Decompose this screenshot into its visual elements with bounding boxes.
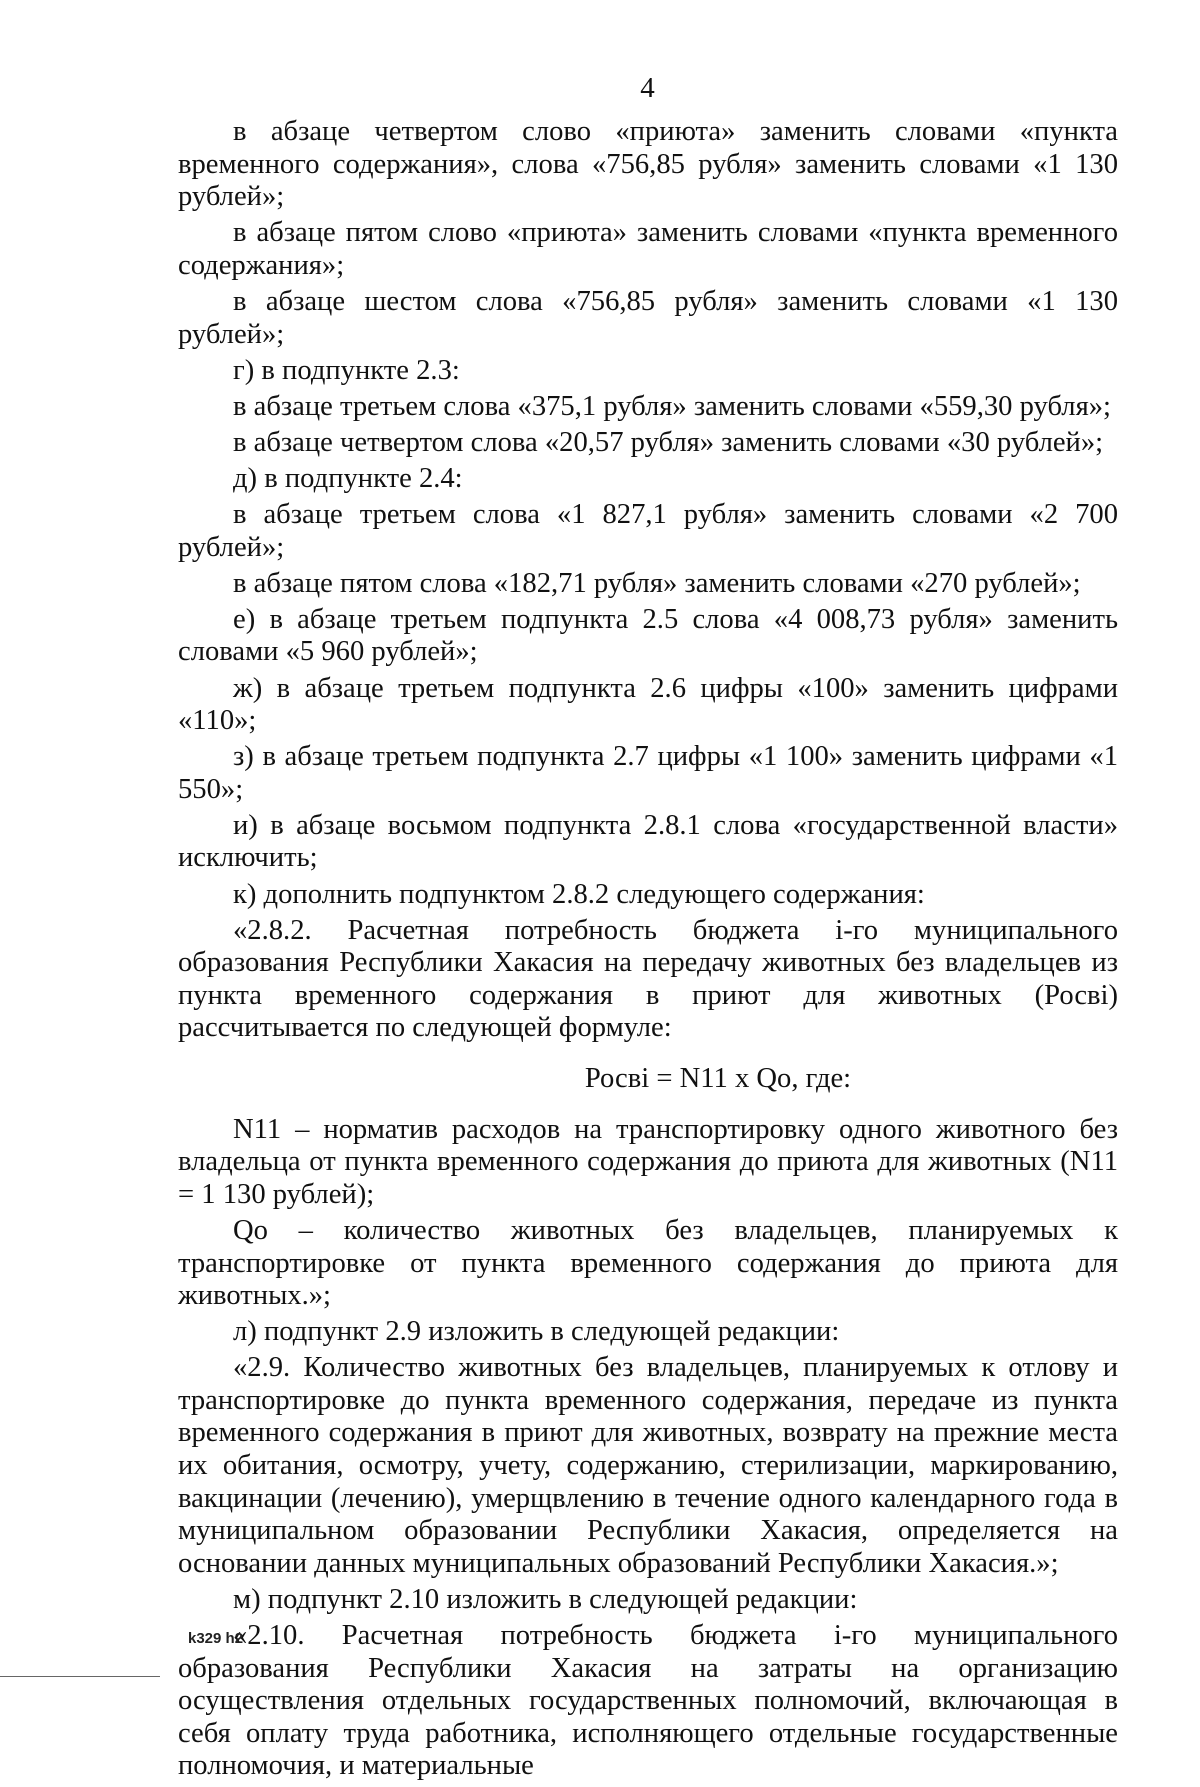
paragraph: Qо – количество животных без владельцев, планируемых к транспортировке от пункта временного содержания до приюта для животных.»;: [178, 1214, 1118, 1312]
paragraph: «2.9. Количество животных без владельцев, планируемых к отлову и транспортировке до пункта временного содержания, передаче из пункта временного содержания в приют для животных, возврату на прежние места их обитания, осмотру, учету, содержанию, стерилизации, маркированию, вакцинации (лечению), умерщвлению в течение одного календарного года в муниципальном образовании Республики Хакасия, определяется на основании данных муниципальных образований Республики Хакасия.»;: [178, 1352, 1118, 1579]
paragraph: г) в подпункте 2.3:: [233, 354, 460, 386]
scan-edge-line: [0, 1676, 160, 1677]
footer-document-code: k329 h2: [188, 1630, 244, 1647]
paragraph: д) в подпункте 2.4:: [233, 462, 463, 494]
paragraph: в абзаце пятом слово «приюта» заменить словами «пункта временного содержания»;: [178, 217, 1118, 281]
paragraph: ж) в абзаце третьем подпункта 2.6 цифры «100» заменить цифрами «110»;: [178, 672, 1118, 737]
document-body: [178, 116, 1118, 1787]
paragraph: и) в абзаце восьмом подпункта 2.8.1 слова «государственной власти» исключить;: [178, 809, 1118, 874]
paragraph: в абзаце шестом слова «756,85 рубля» заменить словами «1 130 рублей»;: [178, 285, 1118, 350]
paragraph: в абзаце четвертом слова «20,57 рубля» заменить словами «30 рублей»;: [233, 426, 1104, 458]
paragraph: к) дополнить подпунктом 2.8.2 следующего содержания:: [233, 878, 925, 910]
paragraph: е) в абзаце третьем подпункта 2.5 слова «4 008,73 рубля» заменить словами «5 960 рублей»;: [178, 603, 1118, 668]
paragraph: N11 – норматив расходов на транспортировку одного животного без владельца от пункта временного содержания до приюта для животных (N11 = 1 130 рублей);: [178, 1113, 1118, 1210]
paragraph: «2.8.2. Расчетная потребность бюджета i-го муниципального образования Республики Хакасия на передачу животных без владельцев из пункта временного содержания в приют для животных (Росвi) рассчитывается по следующей формуле:: [178, 914, 1118, 1044]
page-number: 4: [640, 72, 655, 104]
formula: Росвi = N11 x Qо, где:: [584, 1063, 852, 1095]
paragraph: в абзаце четвертом слово «приюта» заменить словами «пункта временного содержания», слова «756,85 рубля» заменить словами «1 130 рублей»;: [178, 116, 1118, 213]
paragraph: «2.10. Расчетная потребность бюджета i-го муниципального образования Республики Хакасия на затраты на организацию осуществления отдельных государственных полномочий, включающая в себя оплату труда работника, исполняющего отдельные государственные полномочия, и материальные: [178, 1620, 1118, 1782]
paragraph: в абзаце третьем слова «1 827,1 рубля» заменить словами «2 700 рублей»;: [178, 499, 1118, 563]
paragraph: м) подпункт 2.10 изложить в следующей редакции:: [233, 1583, 858, 1615]
paragraph: з) в абзаце третьем подпункта 2.7 цифры «1 100» заменить цифрами «1 550»;: [178, 741, 1118, 805]
paragraph: в абзаце пятом слова «182,71 рубля» заменить словами «270 рублей»;: [233, 567, 1081, 599]
paragraph: в абзаце третьем слова «375,1 рубля» заменить словами «559,30 рубля»;: [233, 390, 1111, 422]
paragraph: л) подпункт 2.9 изложить в следующей редакции:: [233, 1316, 840, 1348]
